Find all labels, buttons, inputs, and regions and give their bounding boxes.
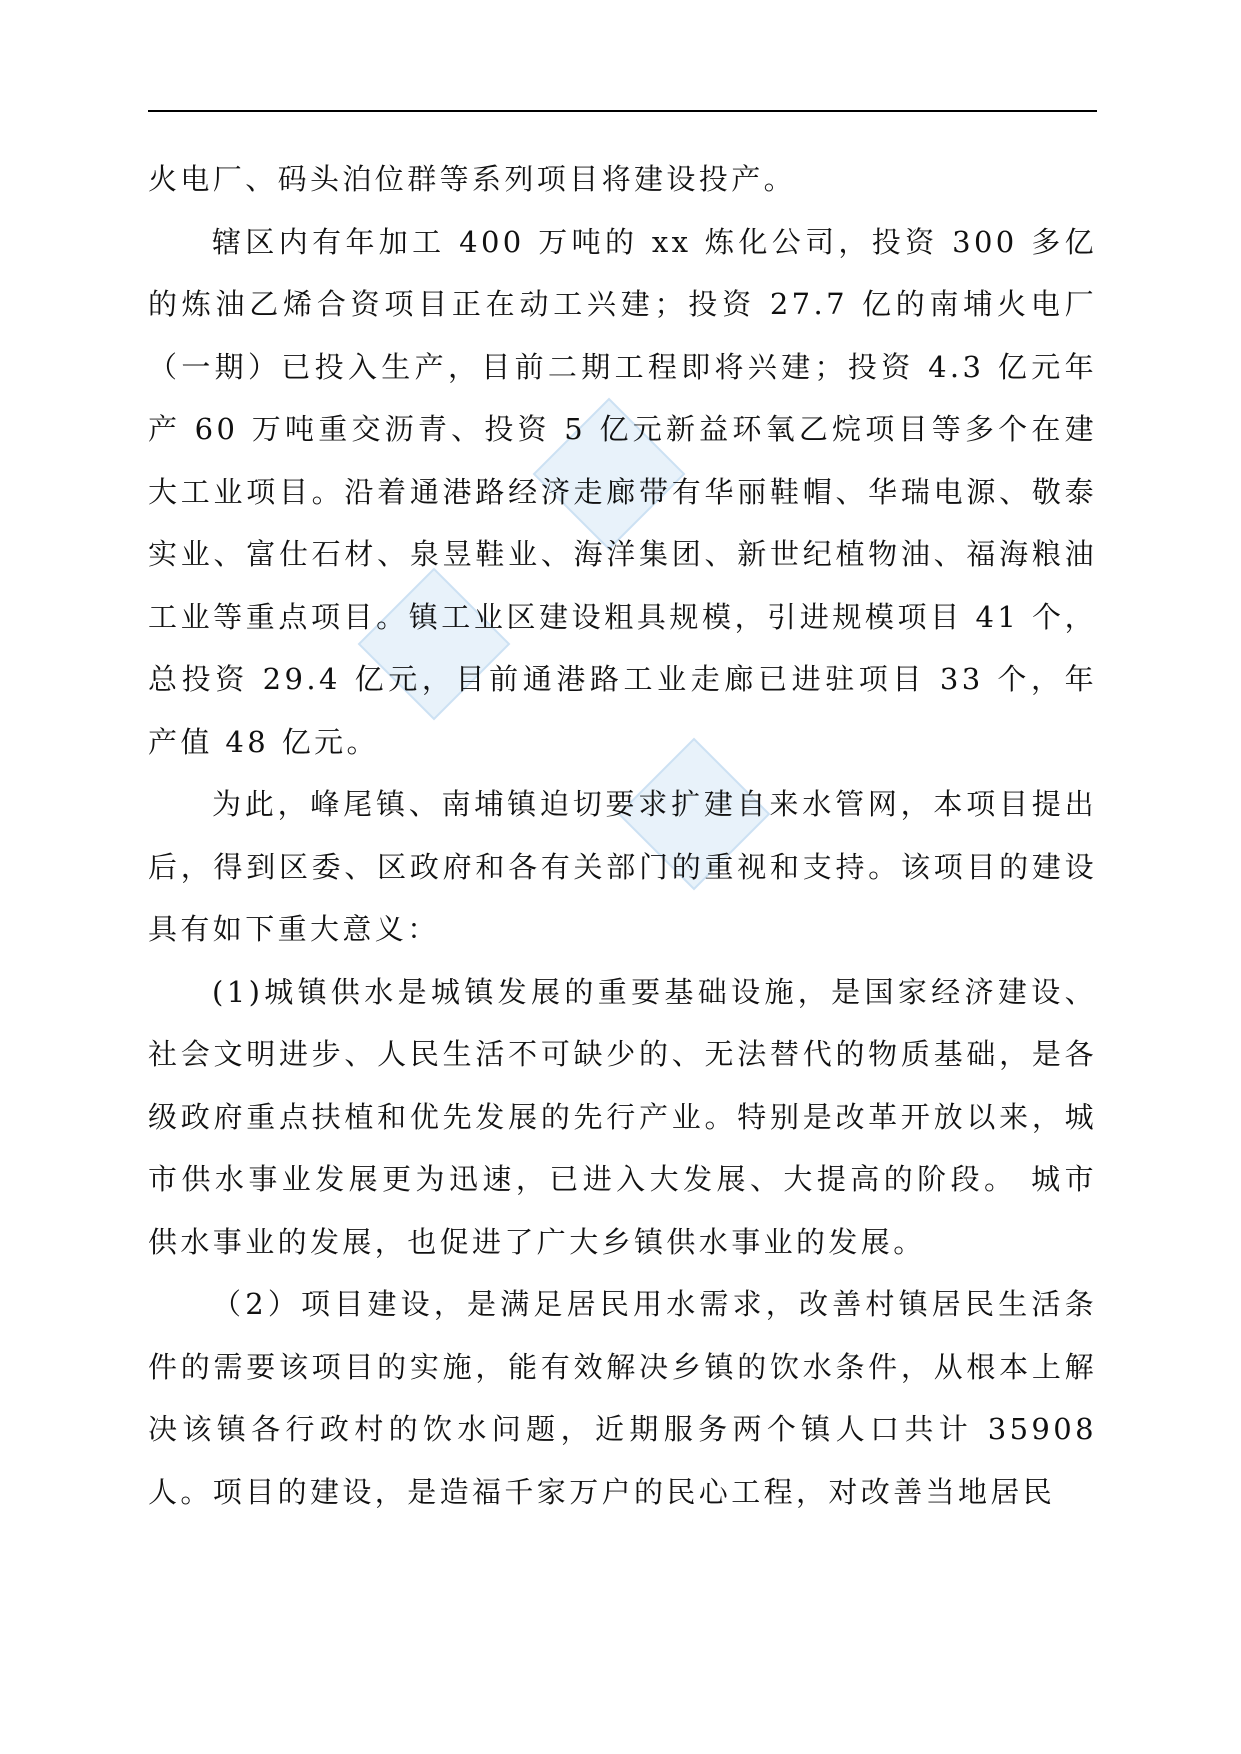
header-rule bbox=[148, 110, 1097, 112]
paragraph-significance-2: （2）项目建设，是满足居民用水需求，改善村镇居民生活条件的需要该项目的实施，能有效解决乡镇的饮水条件，从根本上解决该镇各行政村的饮水问题，近期服务两个镇人口共计 35908 人。项目的建设，是造福千家万户的民心工程，对改善当地居民 bbox=[148, 1287, 1097, 1509]
paragraph-industry-projects: 辖区内有年加工 400 万吨的 xx 炼化公司，投资 300 多亿的炼油乙烯合资项目正在动工兴建；投资 27.7 亿的南埔火电厂（一期）已投入生产，目前二期工程即将兴建；投资 4.3 亿元年产 60 万吨重交沥青、投资 5 亿元新益环氧乙烷项目等多个在建大工业项目。沿着通港路经济走廊带有华丽鞋帽、华瑞电源、敬泰实业、富仕石材、泉昱鞋业、海洋集团、新世纪植物油、福海粮油工业等重点项目。镇工业区建设粗具规模，引进规模项目 41 个，总投资 29.4 亿元，目前通港路工业走廊已进驻项目 33 个，年产值 48 亿元。 bbox=[148, 224, 1097, 759]
paragraph-water-network-request: 为此，峰尾镇、南埔镇迫切要求扩建自来水管网，本项目提出后，得到区委、区政府和各有关部门的重视和支持。该项目的建设具有如下重大意义： bbox=[148, 787, 1097, 946]
paragraph-continuation: 火电厂、码头泊位群等系列项目将建设投产。 bbox=[148, 162, 797, 196]
paragraph-significance-1: (1)城镇供水是城镇发展的重要基础设施，是国家经济建设、社会文明进步、人民生活不可缺少的、无法替代的物质基础，是各级政府重点扶植和优先发展的先行产业。特别是改革开放以来，城市供水事业发展更为迅速，已进入大发展、大提高的阶段。 城市供水事业的发展，也促进了广大乡镇供水事业的发展。 bbox=[148, 974, 1097, 1259]
document-body bbox=[148, 148, 1097, 1523]
